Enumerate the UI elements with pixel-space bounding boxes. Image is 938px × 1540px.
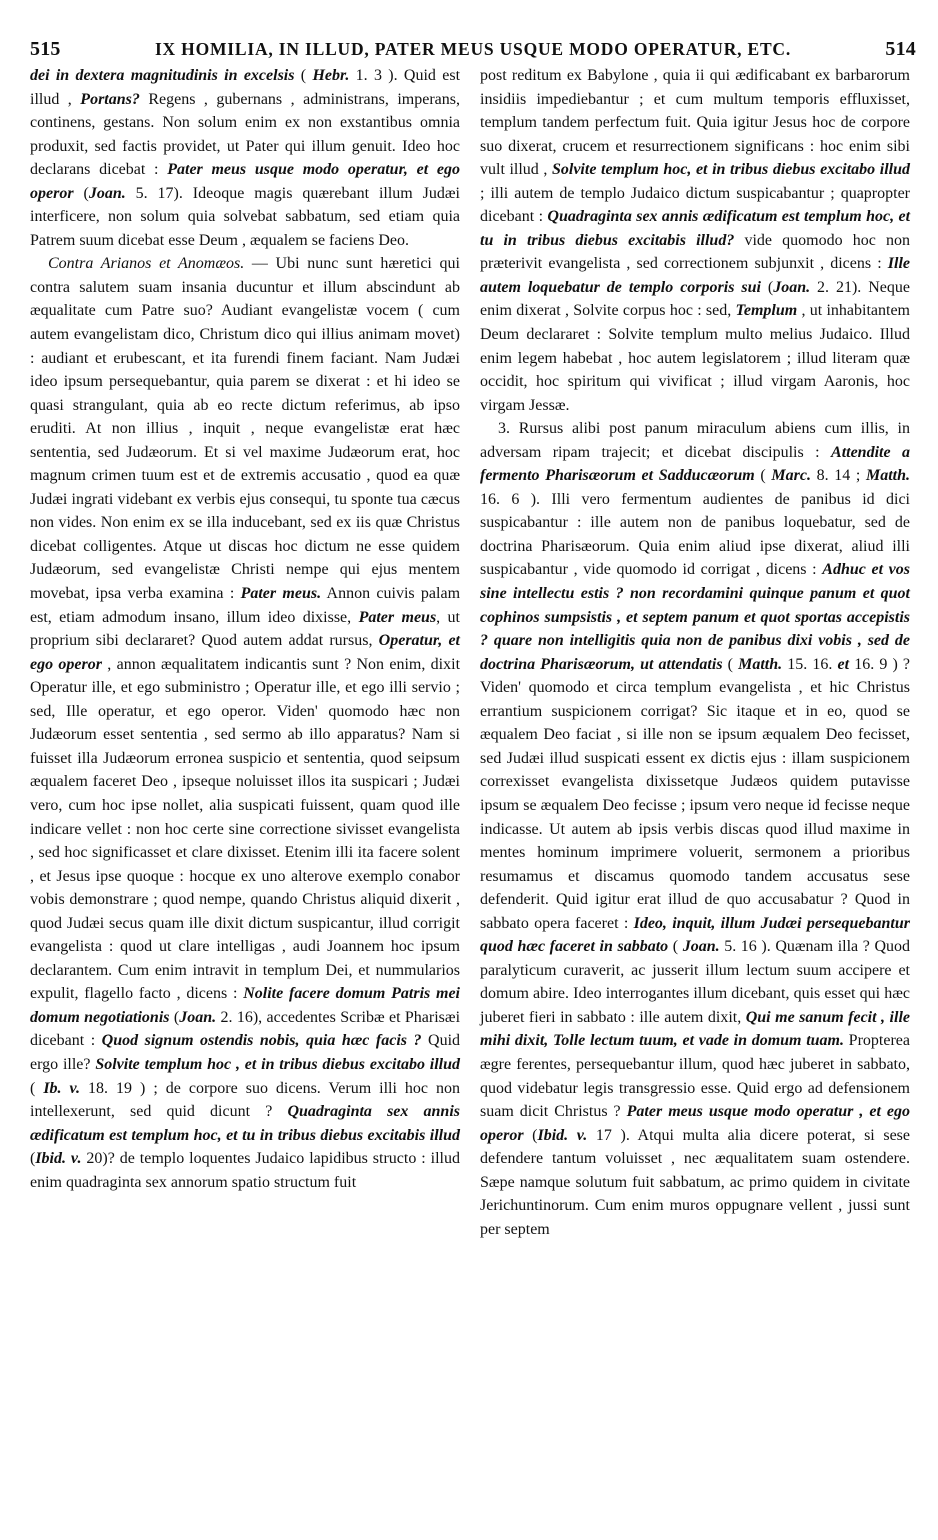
section-heading: Contra Arianos et Anomæos.: [48, 255, 245, 273]
italic-citation: Matth.: [738, 655, 783, 673]
italic-citation: Pater meus usque modo operatur , et ego operor: [480, 1103, 910, 1144]
italic-citation: Ideo, inquit, illum Judæi persequebantur quod hæc faceret in sabbato: [480, 914, 910, 956]
italic-citation: Attendite a fermento Pharisæorum et Sadducæorum: [480, 443, 910, 485]
italic-citation: Quod signum ostendis nobis, quia hæc facis ?: [101, 1032, 422, 1050]
italic-citation: Templum: [735, 302, 798, 320]
italic-citation: Adhuc et vos sine intellectu estis ? non recordamini quinque panum et quot cophinos sumpsistis , et septem panum et quot sportas accepistis ? quare non intelligitis quia non de panibus dixi vobis , sed de doctrina Pharisæorum, ut attendatis: [480, 561, 910, 673]
italic-citation: Ibid. v.: [537, 1126, 588, 1144]
italic-citation: Ille autem loquebatur de templo corporis sui: [480, 255, 910, 296]
italic-citation: Pater meus.: [240, 585, 322, 603]
italic-citation: Joan.: [682, 938, 720, 956]
left-column: [30, 64, 460, 1194]
italic-citation: Portans?: [80, 90, 140, 108]
italic-citation: Ib. v.: [43, 1079, 81, 1097]
italic-citation: Joan.: [179, 1008, 217, 1026]
italic-citation: Ibid. v.: [35, 1150, 82, 1168]
right-column: [480, 64, 910, 1241]
page-number-left: 515: [30, 37, 61, 60]
italic-citation: Joan.: [88, 184, 126, 202]
left-paragraph-2: Contra Arianos et Anomæos. — Ubi nunc sunt hæretici qui contra salutem suam insania ducuntur et illum abscindunt ab æqualitate cum Patre suo? Audiant evangelistæ vocem ( cum autem evangelistam dico, Christum dico qui illius animam movet) : audiant et erubescant, et ita furendi finem faciant. Nam Judæi ideo ipsum persequebantur, quia parem se dixerat : et hi ideo se quasi strangulant, quia ab eo recte dictum referimus, ab ipso eruditi. At non illius , inquit , neque evangelistæ erat hæc sententia, sed Judæorum. Et si vel maxime Judæorum erat, hoc magnum crimen tuum est et de extremis accusatio , quod ea quæ Judæi ingrati videbant ex verbis ejus consequi, tu sponte tua cæcus non vides. Non enim ex se illa inducebant, sed ex iis quæ Christus dicebat colligentes. Atque ut discas hoc dictum ne esse quidem Judæorum, sed evangelistæ Christi nempe qui ejus mentem movebat, ipsa verba examina : Pater meus. Annon cuivis palam est, etiam admodum insano, illum ideo dixisse, Pater meus, ut proprium sibi declararet? Quod autem addat rursus, Operatur, et ego operor , annon æqualitatem indicantis sunt ? Non enim, dixit Operatur ille, et ego subministro ; Operatur ille, et ego illi servio ; sed, Ille operatur, et ego operor. Viden' quomodo hæc non Judæorum esset sententia , sed sermo ab illo apparatus? Nam si fuisset illa Judæorum erronea suspicio et sententia, quod seipsum æqualem faceret Deo , ipseque noluisset illos ita suspicari ; Judæi vero, cum hoc ipse nollet, alia suspicati fuissent, quam quod ille indicare vellet : non hoc certe sine correctione sivisset evangelista , sed hoc significasset et clare dixisset. Etenim illi ita facere solent , et Jesus ipse quoque : hocque ex uno alterove exemplo conabor vobis demonstrare ; quod nempe, quando Christus aliquid dixerit , quod Judæi secus quam ille dixit dictum suspicantur, illud corrigit evangelista : quod ut clare intelligas , audi Joannem hoc ipsum declarantem. Cum enim intravit in templum Dei, et nummularios expulit, flagello facto , dicens : Nolite facere domum Patris mei domum negotiationis (Joan. 2. 16), accedentes Scribæ et Pharisæi dicebant : Quod signum ostendis nobis, quia hæc facis ? Quid ergo ille? Solvite templum hoc , et in tribus diebus excitabo illud ( Ib. v. 18. 19 ) ; de corpore suo dicens. Verum illi hoc non intellexerunt, sed quid dicunt ? Quadraginta sex annis ædificatum est templum hoc, et tu in tribus diebus excitabis illud (Ibid. v. 20)? de templo loquentes Judaico lapidibus structo : illud enim quadraginta sex annorum spatio structum fuit: [30, 255, 461, 1191]
italic-citation: Pater meus usque modo operatur, et ego operor: [30, 161, 461, 202]
italic-citation: dei in dextera magnitudinis in excelsis: [30, 67, 295, 84]
italic-citation: Pater meus: [358, 608, 437, 626]
italic-citation: et: [837, 655, 850, 673]
running-header: [30, 34, 916, 64]
page-number-right: 514: [885, 37, 916, 60]
italic-citation: Hebr.: [312, 67, 350, 84]
italic-citation: Matth.: [866, 467, 911, 485]
right-paragraph-1: post reditum ex Babylone , quia ii qui ædificabant ex barbarorum insidiis impediebantur ; et cum multum temporis effluxisset, templum tandem perfectum fuit. Quia igitur Jesus hoc de corpore suo dixerat, crucem et resurrectionem significans : hoc enim sibi vult illud , Solvite templum hoc, et in tribus diebus excitabo illud ; illi autem de templo Judaico dictum suspicabantur ; quapropter dicebant : Quadraginta sex annis ædificatum est templum hoc, et tu in tribus diebus excitabis illud? vide quomodo hoc non præterivit evangelista , sed correctionem subjunxit , dicens : Ille autem loquebatur de templo corporis sui (Joan. 2. 21). Neque enim dixerat , Solvite corpus hoc : sed, Templum , ut inhabitantem Deum declararet : Solvite templum multo melius Judaico. Illud enim legem habebat , hoc autem legislatorem ; illud literam quæ occidit, hoc spiritum qui vivificat ; illud virgam Aaronis, hoc virgam Jessæ.: [480, 67, 911, 414]
italic-citation: Qui me sanum fecit , ille mihi dixit, Tolle lectum tuum, et vade in domum tuam.: [480, 1008, 910, 1050]
running-title: IX HOMILIA, IN ILLUD, PATER MEUS USQUE MODO OPERATUR, ETC.: [154, 38, 792, 59]
italic-citation: Solvite templum hoc , et in tribus diebus excitabo illud: [95, 1055, 460, 1073]
right-paragraph-2: 3. Rursus alibi post panum miraculum abiens cum illis, in adversam ripam trajecit; et dicebat discipulis : Attendite a fermento Pharisæorum et Sadducæorum ( Marc. 8. 14 ; Matth. 16. 6 ). Illi vero fermentum audientes de panibus id dici suspicabantur : ille autem non de panibus loquebatur, sed de doctrina Pharisæorum. Quia enim aliud ipse dixerat, aliud illi suspicabantur , vide quomodo id corrigat , dicens : Adhuc et vos sine intellectu estis ? non recordamini quinque panum et quot cophinos sumpsistis , et septem panum et quot sportas accepistis ? quare non intelligitis quia non de panibus dixi vobis , sed de doctrina Pharisæorum, ut attendatis ( Matth. 15. 16. et 16. 9 ) ? Viden' quomodo et circa templum evangelista , et hic Christus errantium suspicionem corrigat? Sic itaque et in eo, quod se æqualem Deo faciat , si ille non se ipsum æqualem Deo fecisset, sed Judæi illud suspicati essent ex dictis ejus : illam suspicionem correxisset evangelista dixissetque Judæos quidem putavisse ipsum se æqualem Deo fecisse ; ipsum vero neque id fecisse neque indicasse. Ut autem ab ipsis verbis discas quod illud maxime in mentes hominum imprimere voluerit, sermonem a prioribus resumamus et discamus quomodo tandem accusatus sese defenderit. Quid igitur erat illud de quo accusabatur ? Quod in sabbato opera faceret : Ideo, inquit, illum Judæi persequebantur quod hæc faceret in sabbato ( Joan. 5. 16 ). Quænam illa ? Quod paralyticum curaverit, ac jusserit illum lectum suum accipere et domum abire. Ideo interrogantes illum dicebant, quis esset qui hæc juberet fieri in sabbato : ille autem dixit, Qui me sanum fecit , ille mihi dixit, Tolle lectum tuum, et vade in domum tuam. Propterea ægre ferentes, persequebantur illum, quod hæc juberet in sabbato, quod videbatur legis transgressio esse. Quid ergo ad defensionem suam dicit Christus ? Pater meus usque modo operatur , et ego operor (Ibid. v. 17 ). Atqui multa alia dicere poterat, si sese defendere tantum voluisset , nec æqualitatem suam ostendere. Sæpe namque solutum fuit sabbatum, ac primo quidem in civitate Jerichuntinorum. Cum enim muros oppugnare vellent , jussi sunt per septem: [480, 420, 911, 1238]
italic-citation: Quadraginta sex annis ædificatum est templum hoc, et tu in tribus diebus excitabis illud?: [480, 208, 911, 249]
left-paragraph-1: dei in dextera magnitudinis in excelsis ( Hebr. 1. 3 ). Quid est illud , Portans? Regens , gubernans , administrans, imperans, continens, gestans. Non solum enim ex non exstantibus omnia produxit, sed factis providet, ut Pater qui illum genuit. Ideo hoc declarans dicebat : Pater meus usque modo operatur, et ego operor (Joan. 5. 17). Ideoque magis quærebant illum Judæi interficere, non solum quia solvebat sabbatum, sed etiam quia Patrem suum dicebat esse Deum , æqualem se faciens Deo.: [30, 67, 461, 249]
italic-citation: Solvite templum hoc, et in tribus diebus excitabo illud: [551, 161, 910, 179]
italic-citation: Joan.: [773, 278, 811, 296]
italic-citation: Quadraginta sex annis ædificatum est templum hoc, et tu in tribus diebus excitabis illud: [30, 1103, 461, 1144]
italic-citation: Nolite facere domum Patris mei domum negotiationis: [30, 985, 460, 1026]
italic-citation: Operatur, et ego operor: [30, 632, 460, 673]
italic-citation: Marc.: [771, 467, 811, 485]
